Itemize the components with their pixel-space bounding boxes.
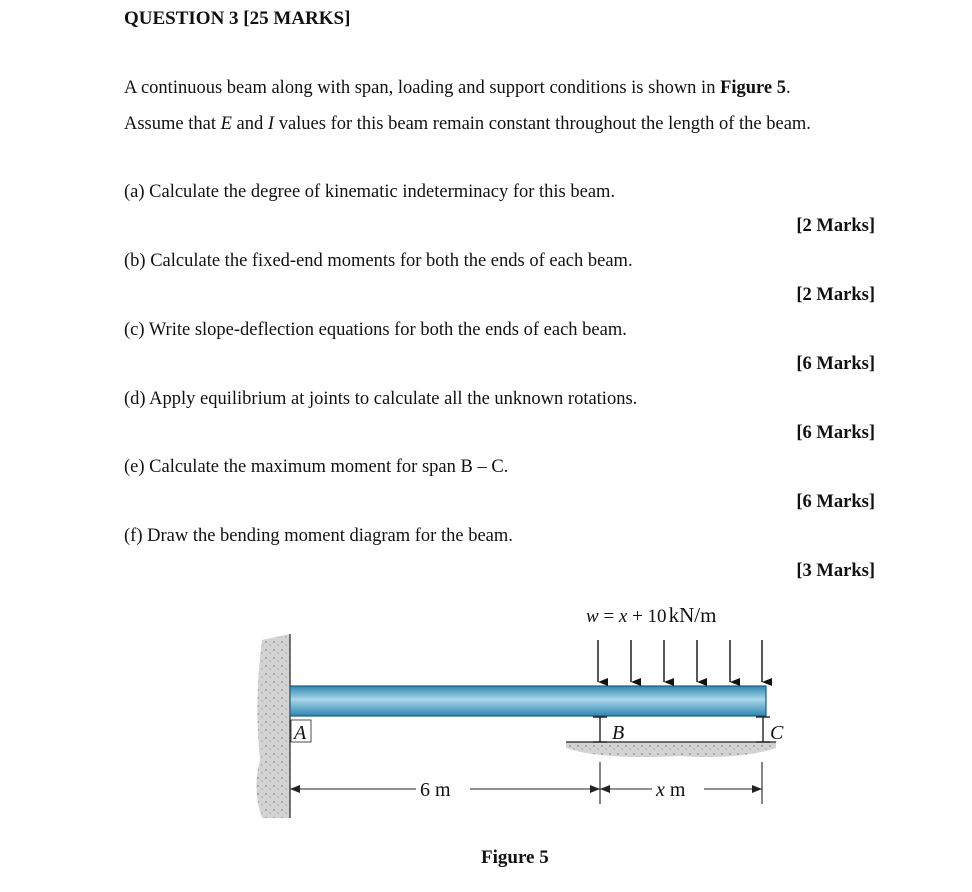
intro-text-1: A continuous beam along with span, loading and support conditions is shown in bbox=[124, 78, 721, 98]
label-a: A bbox=[294, 722, 307, 744]
label-b: B bbox=[612, 722, 625, 744]
marks-b: [2 Marks] bbox=[796, 285, 875, 305]
load-rest: + 10 bbox=[627, 606, 667, 627]
question-c: (c) Write slope-deflection equations for both the ends of each beam. bbox=[124, 320, 627, 340]
ground-bc bbox=[566, 742, 776, 757]
load-x: x bbox=[618, 606, 628, 627]
dimension-lines bbox=[290, 762, 762, 804]
fixed-wall-support bbox=[256, 634, 290, 818]
load-w: w bbox=[586, 606, 599, 627]
dim-bc-label bbox=[655, 779, 686, 801]
marks-d: [6 Marks] bbox=[796, 423, 875, 443]
intro-text-2b: and bbox=[231, 114, 268, 134]
figure-caption: Figure 5 bbox=[481, 847, 549, 868]
support-b bbox=[593, 717, 607, 742]
distributed-load bbox=[598, 640, 762, 682]
symbol-E: E bbox=[220, 114, 232, 134]
marks-a: [2 Marks] bbox=[796, 216, 875, 236]
load-unit: kN/m bbox=[668, 603, 717, 627]
load-eq: = bbox=[598, 606, 619, 627]
symbol-I: I bbox=[267, 114, 275, 134]
dim-bc-unit: m bbox=[664, 779, 686, 801]
marks-f: [3 Marks] bbox=[796, 561, 875, 581]
intro-text-2c: values for this beam remain constant throughout the length of the beam. bbox=[274, 114, 811, 134]
label-c: C bbox=[770, 722, 784, 744]
figure-reference: Figure 5 bbox=[720, 78, 787, 98]
question-e: (e) Calculate the maximum moment for span B – C. bbox=[124, 457, 509, 477]
question-f: (f) Draw the bending moment diagram for the beam. bbox=[124, 526, 513, 546]
question-b: (b) Calculate the fixed-end moments for both the ends of each beam. bbox=[124, 251, 633, 271]
marks-e: [6 Marks] bbox=[796, 492, 875, 512]
beam bbox=[290, 686, 766, 716]
question-d: (d) Apply equilibrium at joints to calculate all the unknown rotations. bbox=[124, 389, 638, 409]
support-c bbox=[756, 717, 770, 742]
intro-period: . bbox=[786, 78, 791, 98]
dim-bc-x: x bbox=[656, 779, 665, 801]
load-label bbox=[586, 603, 716, 627]
marks-c: [6 Marks] bbox=[796, 354, 875, 374]
intro-text-2a: Assume that bbox=[124, 114, 221, 134]
question-title: QUESTION 3 [25 MARKS] bbox=[124, 8, 351, 29]
question-a: (a) Calculate the degree of kinematic indeterminacy for this beam. bbox=[124, 182, 616, 202]
dim-ab-label: 6 m bbox=[420, 779, 451, 801]
